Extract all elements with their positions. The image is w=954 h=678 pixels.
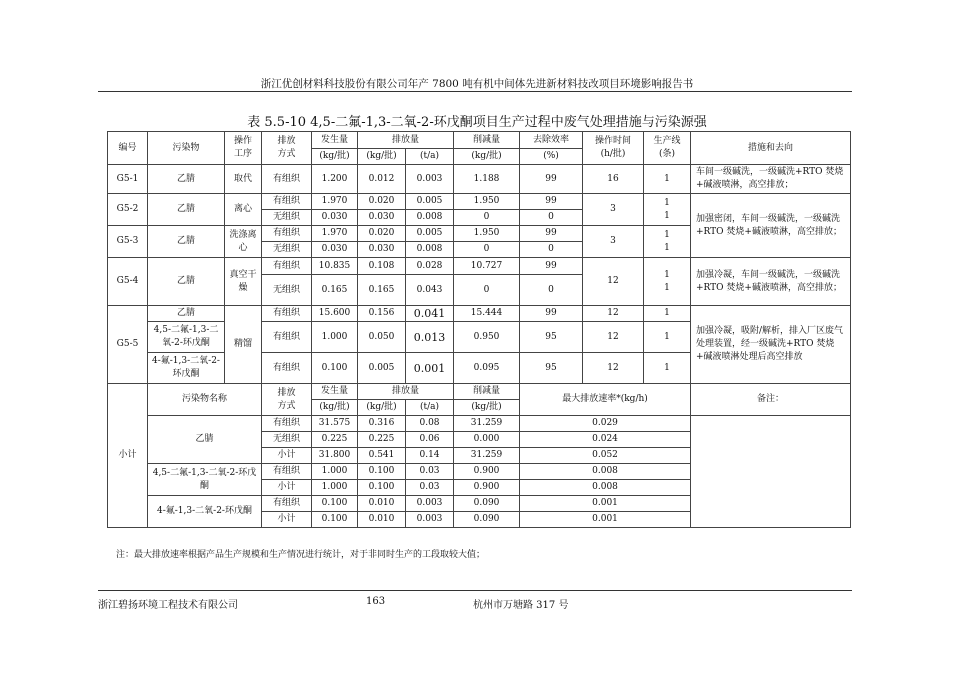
row-pollutant: 乙腈 bbox=[148, 226, 225, 258]
row-emit-annual: 0.005 bbox=[406, 226, 454, 242]
row-emit-batch: 0.020 bbox=[358, 194, 406, 210]
row-lines: 1 bbox=[644, 353, 691, 384]
row-removal: 99 bbox=[520, 165, 583, 194]
row-id: G5-4 bbox=[108, 258, 148, 306]
row-mode: 有组织 bbox=[262, 165, 312, 194]
row-removal: 99 bbox=[520, 194, 583, 210]
summary-pollutant: 4-氟-1,3-二氧-2-环戊酮 bbox=[148, 496, 262, 528]
table-row bbox=[108, 165, 851, 194]
row-process: 真空干燥 bbox=[225, 258, 262, 306]
row-lines: 1 bbox=[644, 306, 691, 322]
row-emit-annual: 0.001 bbox=[406, 353, 454, 384]
row-removal: 95 bbox=[520, 353, 583, 384]
row-emit-batch: 0.020 bbox=[358, 226, 406, 242]
row-gen: 0.030 bbox=[312, 242, 358, 258]
row-gen: 1.200 bbox=[312, 165, 358, 194]
footer-rule bbox=[98, 590, 852, 591]
row-measures: 车间一级碱洗，一级碱洗+RTO 焚烧+碱液喷淋，高空排放； bbox=[691, 165, 851, 194]
row-emit-batch: 0.030 bbox=[358, 210, 406, 226]
row-gen: 15.600 bbox=[312, 306, 358, 322]
row-removal: 0 bbox=[520, 210, 583, 226]
row-removal: 99 bbox=[520, 258, 583, 275]
summary-emit-annual: 0.03 bbox=[406, 480, 454, 496]
row-mode: 有组织 bbox=[262, 226, 312, 242]
row-cut: 0 bbox=[454, 210, 520, 226]
row-process: 取代 bbox=[225, 165, 262, 194]
summary-emit-batch: 0.100 bbox=[358, 464, 406, 480]
summary-rate: 0.008 bbox=[520, 480, 691, 496]
col-header-mode: 排放 方式 bbox=[262, 132, 312, 165]
row-optime: 12 bbox=[583, 306, 644, 322]
summary-cut: 0.090 bbox=[454, 512, 520, 528]
row-emit-batch: 0.050 bbox=[358, 322, 406, 353]
summary-emit-annual: 0.06 bbox=[406, 432, 454, 448]
summary-mode: 小计 bbox=[262, 448, 312, 464]
row-optime: 16 bbox=[583, 165, 644, 194]
row-pollutant: 4-氟-1,3-二氧-2-环戊酮 bbox=[148, 353, 225, 384]
col-header-emit: 排放量 bbox=[358, 132, 454, 149]
row-emit-annual: 0.043 bbox=[406, 275, 454, 306]
row-cut: 0 bbox=[454, 275, 520, 306]
report-header: 浙江优创材料科技股份有限公司年产 7800 吨有机中间体先进新材料技改项目环境影响报告书 bbox=[260, 78, 694, 90]
col-header-removal: 去除效率 bbox=[520, 132, 583, 149]
row-emit-annual: 0.028 bbox=[406, 258, 454, 275]
emission-table bbox=[107, 131, 851, 528]
row-lines: 1 bbox=[644, 322, 691, 353]
summary-cut: 31.259 bbox=[454, 448, 520, 464]
summary-rate: 0.008 bbox=[520, 464, 691, 480]
row-emit-batch: 0.108 bbox=[358, 258, 406, 275]
summary-mode: 小计 bbox=[262, 512, 312, 528]
row-emit-annual: 0.013 bbox=[406, 322, 454, 353]
summary-emit-annual: 0.003 bbox=[406, 512, 454, 528]
row-emit-annual: 0.041 bbox=[406, 306, 454, 322]
row-lines: 1 bbox=[644, 165, 691, 194]
row-mode: 有组织 bbox=[262, 194, 312, 210]
row-id: G5-2 bbox=[108, 194, 148, 226]
row-emit-annual: 0.005 bbox=[406, 194, 454, 210]
summary-unit-emit-batch: (kg/批) bbox=[358, 400, 406, 416]
summary-mode: 有组织 bbox=[262, 464, 312, 480]
summary-cut-header: 削减量 bbox=[454, 384, 520, 400]
row-cut: 1.188 bbox=[454, 165, 520, 194]
summary-rate: 0.001 bbox=[520, 512, 691, 528]
summary-mode: 有组织 bbox=[262, 496, 312, 512]
summary-emit-annual: 0.003 bbox=[406, 496, 454, 512]
table-row bbox=[108, 306, 851, 322]
summary-header-row bbox=[108, 384, 851, 400]
summary-gen: 0.100 bbox=[312, 496, 358, 512]
row-gen: 1.970 bbox=[312, 226, 358, 242]
summary-emit-batch: 0.010 bbox=[358, 512, 406, 528]
row-removal: 99 bbox=[520, 306, 583, 322]
summary-cut: 0.000 bbox=[454, 432, 520, 448]
row-optime: 12 bbox=[583, 322, 644, 353]
row-process: 精馏 bbox=[225, 306, 262, 384]
summary-gen: 0.100 bbox=[312, 512, 358, 528]
summary-emit-batch: 0.010 bbox=[358, 496, 406, 512]
row-removal: 0 bbox=[520, 275, 583, 306]
row-mode: 有组织 bbox=[262, 306, 312, 322]
summary-remarks-cell bbox=[691, 416, 851, 528]
summary-name-header: 污染物名称 bbox=[148, 384, 262, 416]
row-measures: 加强冷凝，吸附/解析，排入厂区废气处理装置，经一级碱洗+RTO 焚烧+碱液喷淋处理后高空排放 bbox=[691, 306, 851, 384]
unit-removal: (%) bbox=[520, 149, 583, 165]
summary-maxrate-header: 最大排放速率*(kg/h) bbox=[520, 384, 691, 416]
summary-gen: 0.225 bbox=[312, 432, 358, 448]
row-gen: 1.000 bbox=[312, 322, 358, 353]
row-optime: 3 bbox=[583, 226, 644, 258]
row-process: 洗涤离心 bbox=[225, 226, 262, 258]
summary-gen: 1.000 bbox=[312, 464, 358, 480]
row-lines: 1 1 bbox=[644, 258, 691, 306]
summary-row bbox=[108, 416, 851, 432]
row-emit-batch: 0.005 bbox=[358, 353, 406, 384]
page-number: 163 bbox=[366, 596, 386, 607]
summary-mode: 无组织 bbox=[262, 432, 312, 448]
summary-rate: 0.029 bbox=[520, 416, 691, 432]
summary-emit-header: 排放量 bbox=[358, 384, 454, 400]
summary-rate: 0.024 bbox=[520, 432, 691, 448]
col-header-gen: 发生量 bbox=[312, 132, 358, 149]
summary-gen-header: 发生量 bbox=[312, 384, 358, 400]
row-removal: 0 bbox=[520, 242, 583, 258]
summary-mode: 小计 bbox=[262, 480, 312, 496]
row-gen: 10.835 bbox=[312, 258, 358, 275]
col-header-optime: 操作时间 (h/批) bbox=[583, 132, 644, 165]
summary-emit-annual: 0.08 bbox=[406, 416, 454, 432]
footer-company: 浙江碧扬环境工程技术有限公司 bbox=[98, 600, 238, 611]
table-title: 表 5.5-10 4,5-二氟-1,3-二氧-2-环戊酮项目生产过程中废气处理措施与污染源强 bbox=[247, 115, 707, 130]
row-id: G5-5 bbox=[108, 306, 148, 384]
row-optime: 12 bbox=[583, 258, 644, 306]
summary-emit-annual: 0.14 bbox=[406, 448, 454, 464]
row-cut: 10.727 bbox=[454, 258, 520, 275]
summary-unit-emit-annual: (t/a) bbox=[406, 400, 454, 416]
row-gen: 1.970 bbox=[312, 194, 358, 210]
row-id: G5-1 bbox=[108, 165, 148, 194]
col-header-lines: 生产线 (条) bbox=[644, 132, 691, 165]
table-note: 注：最大排放速率根据产品生产规模和生产情况进行统计，对于非同时生产的工段取较大值； bbox=[116, 550, 486, 560]
row-emit-annual: 0.008 bbox=[406, 242, 454, 258]
footer-address: 杭州市万塘路 317 号 bbox=[473, 600, 569, 611]
unit-emit-annual: (t/a) bbox=[406, 149, 454, 165]
header-rule bbox=[98, 91, 852, 92]
row-gen: 0.030 bbox=[312, 210, 358, 226]
summary-emit-batch: 0.316 bbox=[358, 416, 406, 432]
summary-gen: 31.575 bbox=[312, 416, 358, 432]
row-emit-batch: 0.012 bbox=[358, 165, 406, 194]
row-measures: 加强冷凝，车间一级碱洗，一级碱洗+RTO 焚烧+碱液喷淋，高空排放； bbox=[691, 258, 851, 306]
row-cut: 0.095 bbox=[454, 353, 520, 384]
unit-emit-batch: (kg/批) bbox=[358, 149, 406, 165]
summary-rate: 0.001 bbox=[520, 496, 691, 512]
summary-cut: 0.090 bbox=[454, 496, 520, 512]
col-header-measures: 措施和去向 bbox=[691, 132, 851, 165]
summary-emit-batch: 0.225 bbox=[358, 432, 406, 448]
row-removal: 95 bbox=[520, 322, 583, 353]
row-cut: 15.444 bbox=[454, 306, 520, 322]
row-optime: 3 bbox=[583, 194, 644, 226]
row-pollutant: 4,5-二氟-1,3-二氧-2-环戊酮 bbox=[148, 322, 225, 353]
row-process: 离心 bbox=[225, 194, 262, 226]
row-cut: 0.950 bbox=[454, 322, 520, 353]
row-removal: 99 bbox=[520, 226, 583, 242]
row-pollutant: 乙腈 bbox=[148, 258, 225, 306]
summary-cut: 0.900 bbox=[454, 464, 520, 480]
row-mode: 有组织 bbox=[262, 353, 312, 384]
unit-gen: (kg/批) bbox=[312, 149, 358, 165]
row-mode: 无组织 bbox=[262, 275, 312, 306]
table-row bbox=[108, 194, 851, 210]
row-lines: 1 1 bbox=[644, 226, 691, 258]
summary-gen: 1.000 bbox=[312, 480, 358, 496]
summary-cut: 31.259 bbox=[454, 416, 520, 432]
col-header-cut: 削减量 bbox=[454, 132, 520, 149]
summary-mode: 有组织 bbox=[262, 416, 312, 432]
row-emit-batch: 0.156 bbox=[358, 306, 406, 322]
row-mode: 有组织 bbox=[262, 258, 312, 275]
col-header-process: 操作 工序 bbox=[225, 132, 262, 165]
summary-emit-annual: 0.03 bbox=[406, 464, 454, 480]
row-mode: 无组织 bbox=[262, 242, 312, 258]
col-header-pollutant: 污染物 bbox=[148, 132, 225, 165]
summary-emit-batch: 0.541 bbox=[358, 448, 406, 464]
summary-mode-header: 排放 方式 bbox=[262, 384, 312, 416]
summary-remarks-header: 备注： bbox=[691, 384, 851, 416]
summary-emit-batch: 0.100 bbox=[358, 480, 406, 496]
row-pollutant: 乙腈 bbox=[148, 165, 225, 194]
row-emit-batch: 0.030 bbox=[358, 242, 406, 258]
row-mode: 无组织 bbox=[262, 210, 312, 226]
row-emit-batch: 0.165 bbox=[358, 275, 406, 306]
col-header-no: 编号 bbox=[108, 132, 148, 165]
row-optime: 12 bbox=[583, 353, 644, 384]
summary-unit-gen: (kg/批) bbox=[312, 400, 358, 416]
summary-pollutant: 4,5-二氟-1,3-二氧-2-环戊酮 bbox=[148, 464, 262, 496]
row-cut: 1.950 bbox=[454, 226, 520, 242]
row-emit-annual: 0.008 bbox=[406, 210, 454, 226]
row-emit-annual: 0.003 bbox=[406, 165, 454, 194]
summary-unit-cut: (kg/批) bbox=[454, 400, 520, 416]
unit-cut: (kg/批) bbox=[454, 149, 520, 165]
row-measures: 加强密闭，车间一级碱洗，一级碱洗+RTO 焚烧+碱液喷淋，高空排放； bbox=[691, 194, 851, 258]
summary-label: 小计 bbox=[108, 384, 148, 528]
row-pollutant: 乙腈 bbox=[148, 194, 225, 226]
row-pollutant: 乙腈 bbox=[148, 306, 225, 322]
summary-cut: 0.900 bbox=[454, 480, 520, 496]
row-lines: 1 1 bbox=[644, 194, 691, 226]
row-cut: 1.950 bbox=[454, 194, 520, 210]
row-gen: 0.165 bbox=[312, 275, 358, 306]
summary-gen: 31.800 bbox=[312, 448, 358, 464]
summary-rate: 0.052 bbox=[520, 448, 691, 464]
row-cut: 0 bbox=[454, 242, 520, 258]
row-gen: 0.100 bbox=[312, 353, 358, 384]
table-header-row bbox=[108, 132, 851, 149]
row-mode: 有组织 bbox=[262, 322, 312, 353]
summary-pollutant: 乙腈 bbox=[148, 416, 262, 464]
table-row bbox=[108, 258, 851, 275]
row-id: G5-3 bbox=[108, 226, 148, 258]
